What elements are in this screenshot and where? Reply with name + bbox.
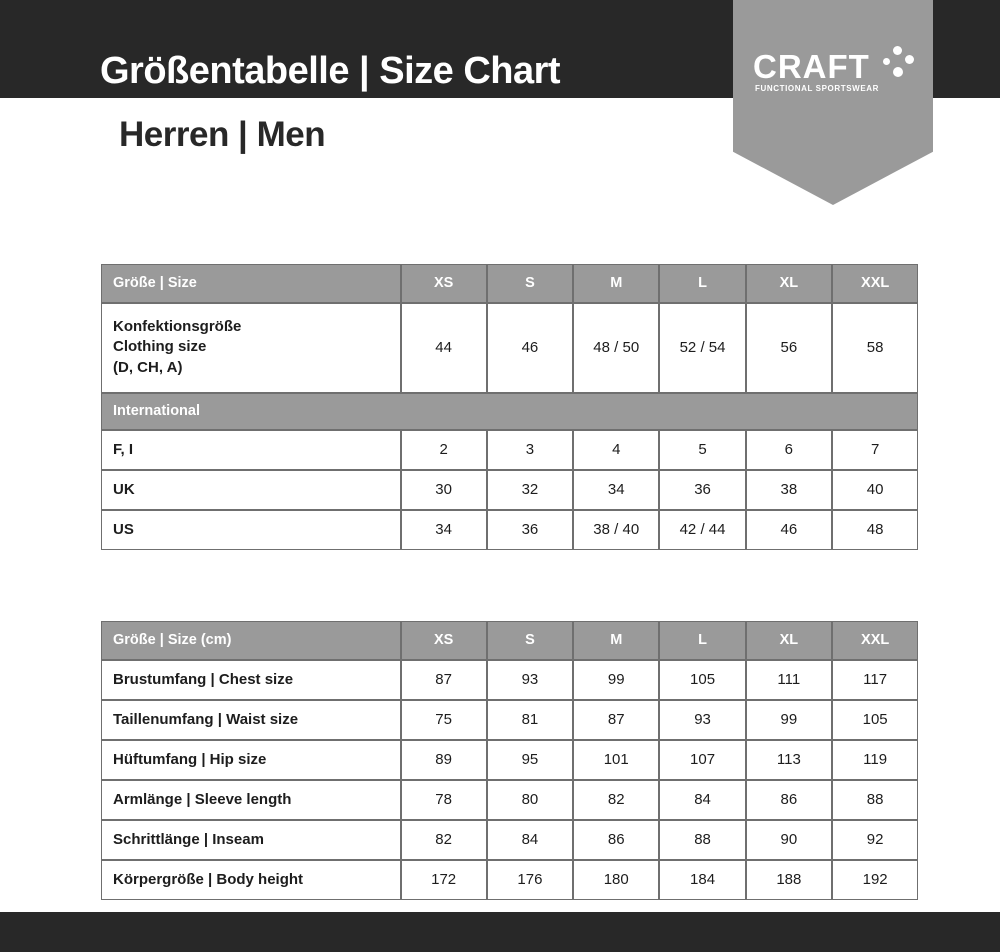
cell-value: 3 xyxy=(487,430,573,470)
row-label-line: Konfektionsgröße xyxy=(113,317,242,335)
page-title-block xyxy=(100,48,560,94)
cell-value: 89 xyxy=(401,740,487,780)
row-label-body-height: Körpergröße | Body height xyxy=(101,860,401,900)
cell-value: 92 xyxy=(832,820,918,860)
row-label-inseam: Schrittlänge | Inseam xyxy=(101,820,401,860)
row-label-line: (D, CH, A) xyxy=(113,358,183,376)
table-row xyxy=(101,700,919,740)
cell-value: 36 xyxy=(659,470,745,510)
column-header-xl: XL xyxy=(746,621,832,660)
row-label-clothing-size xyxy=(101,303,401,393)
cell-value: 88 xyxy=(659,820,745,860)
cell-value: 99 xyxy=(746,700,832,740)
table-row xyxy=(101,510,919,550)
column-header-s: S xyxy=(487,264,573,303)
cell-value: 56 xyxy=(746,303,832,393)
column-header-xxl: XXL xyxy=(832,264,918,303)
cell-value: 34 xyxy=(401,510,487,550)
cell-value: 176 xyxy=(487,860,573,900)
cell-value: 86 xyxy=(573,820,659,860)
column-header-m: M xyxy=(573,264,659,303)
column-header-l: L xyxy=(659,264,745,303)
cell-value: 119 xyxy=(832,740,918,780)
cell-value: 192 xyxy=(832,860,918,900)
cell-value: 105 xyxy=(659,660,745,700)
cell-value: 40 xyxy=(832,470,918,510)
cell-value: 2 xyxy=(401,430,487,470)
cell-value: 82 xyxy=(573,780,659,820)
cell-value: 87 xyxy=(573,700,659,740)
cell-value: 95 xyxy=(487,740,573,780)
cell-value: 46 xyxy=(746,510,832,550)
cell-value: 117 xyxy=(832,660,918,700)
size-conversion-table xyxy=(100,263,919,550)
cell-value: 86 xyxy=(746,780,832,820)
cell-value: 107 xyxy=(659,740,745,780)
table-header-row xyxy=(101,621,919,660)
row-label-line: Clothing size xyxy=(113,338,207,356)
cell-value: 105 xyxy=(832,700,918,740)
page-subtitle: Herren | Men xyxy=(119,115,326,154)
cell-value: 99 xyxy=(573,660,659,700)
table-header-row xyxy=(101,264,919,303)
cell-value: 88 xyxy=(832,780,918,820)
row-label-us: US xyxy=(101,510,401,550)
row-label-chest-size: Brustumfang | Chest size xyxy=(101,660,401,700)
row-label-sleeve-length: Armlänge | Sleeve length xyxy=(101,780,401,820)
cell-value: 81 xyxy=(487,700,573,740)
table-row xyxy=(101,660,919,700)
cell-value: 7 xyxy=(832,430,918,470)
table-row xyxy=(101,470,919,510)
column-header-m: M xyxy=(573,621,659,660)
row-label-fi: F, I xyxy=(101,430,401,470)
cell-value: 34 xyxy=(573,470,659,510)
cell-value: 113 xyxy=(746,740,832,780)
column-header-label-cm: Größe | Size (cm) xyxy=(101,621,401,660)
cell-value: 78 xyxy=(401,780,487,820)
cell-value: 44 xyxy=(401,303,487,393)
brand-tagline: FUNCTIONAL SPORTSWEAR xyxy=(755,84,880,93)
cell-value: 48 xyxy=(832,510,918,550)
cell-value: 93 xyxy=(487,660,573,700)
cell-value: 93 xyxy=(659,700,745,740)
cell-value: 6 xyxy=(746,430,832,470)
row-label-waist-size: Taillenumfang | Waist size xyxy=(101,700,401,740)
row-label-uk: UK xyxy=(101,470,401,510)
column-header-xl: XL xyxy=(746,264,832,303)
cell-value: 82 xyxy=(401,820,487,860)
cell-value: 38 xyxy=(746,470,832,510)
cell-value: 172 xyxy=(401,860,487,900)
row-label-hip-size: Hüftumfang | Hip size xyxy=(101,740,401,780)
cell-value: 188 xyxy=(746,860,832,900)
cell-value: 4 xyxy=(573,430,659,470)
table-row xyxy=(101,303,919,393)
cell-value: 36 xyxy=(487,510,573,550)
cell-value: 38 / 40 xyxy=(573,510,659,550)
column-header-xs: XS xyxy=(401,264,487,303)
footer-bar xyxy=(0,912,1000,952)
four-dots-icon xyxy=(881,46,917,82)
cell-value: 111 xyxy=(746,660,832,700)
cell-value: 101 xyxy=(573,740,659,780)
table-row xyxy=(101,430,919,470)
cell-value: 75 xyxy=(401,700,487,740)
column-header-xxl: XXL xyxy=(832,621,918,660)
cell-value: 5 xyxy=(659,430,745,470)
column-header-xs: XS xyxy=(401,621,487,660)
table-row xyxy=(101,740,919,780)
cell-value: 46 xyxy=(487,303,573,393)
cell-value: 32 xyxy=(487,470,573,510)
body-measurements-table xyxy=(100,620,919,900)
table-section-row-international xyxy=(101,393,919,430)
column-header-l: L xyxy=(659,621,745,660)
cell-value: 84 xyxy=(487,820,573,860)
table-row xyxy=(101,820,919,860)
cell-value: 90 xyxy=(746,820,832,860)
cell-value: 87 xyxy=(401,660,487,700)
table-row xyxy=(101,860,919,900)
cell-value: 180 xyxy=(573,860,659,900)
cell-value: 80 xyxy=(487,780,573,820)
cell-value: 84 xyxy=(659,780,745,820)
page-subtitle-wrap xyxy=(119,113,325,157)
column-header-s: S xyxy=(487,621,573,660)
cell-value: 58 xyxy=(832,303,918,393)
brand-logo-banner xyxy=(733,0,933,205)
table-row xyxy=(101,780,919,820)
column-header-label: Größe | Size xyxy=(101,264,401,303)
banner-shape xyxy=(733,0,933,205)
cell-value: 52 / 54 xyxy=(659,303,745,393)
section-label: International xyxy=(101,393,919,430)
cell-value: 30 xyxy=(401,470,487,510)
cell-value: 48 / 50 xyxy=(573,303,659,393)
cell-value: 42 / 44 xyxy=(659,510,745,550)
brand-wordmark: CRAFT xyxy=(753,48,870,85)
cell-value: 184 xyxy=(659,860,745,900)
page-title: Größentabelle | Size Chart xyxy=(100,50,561,92)
